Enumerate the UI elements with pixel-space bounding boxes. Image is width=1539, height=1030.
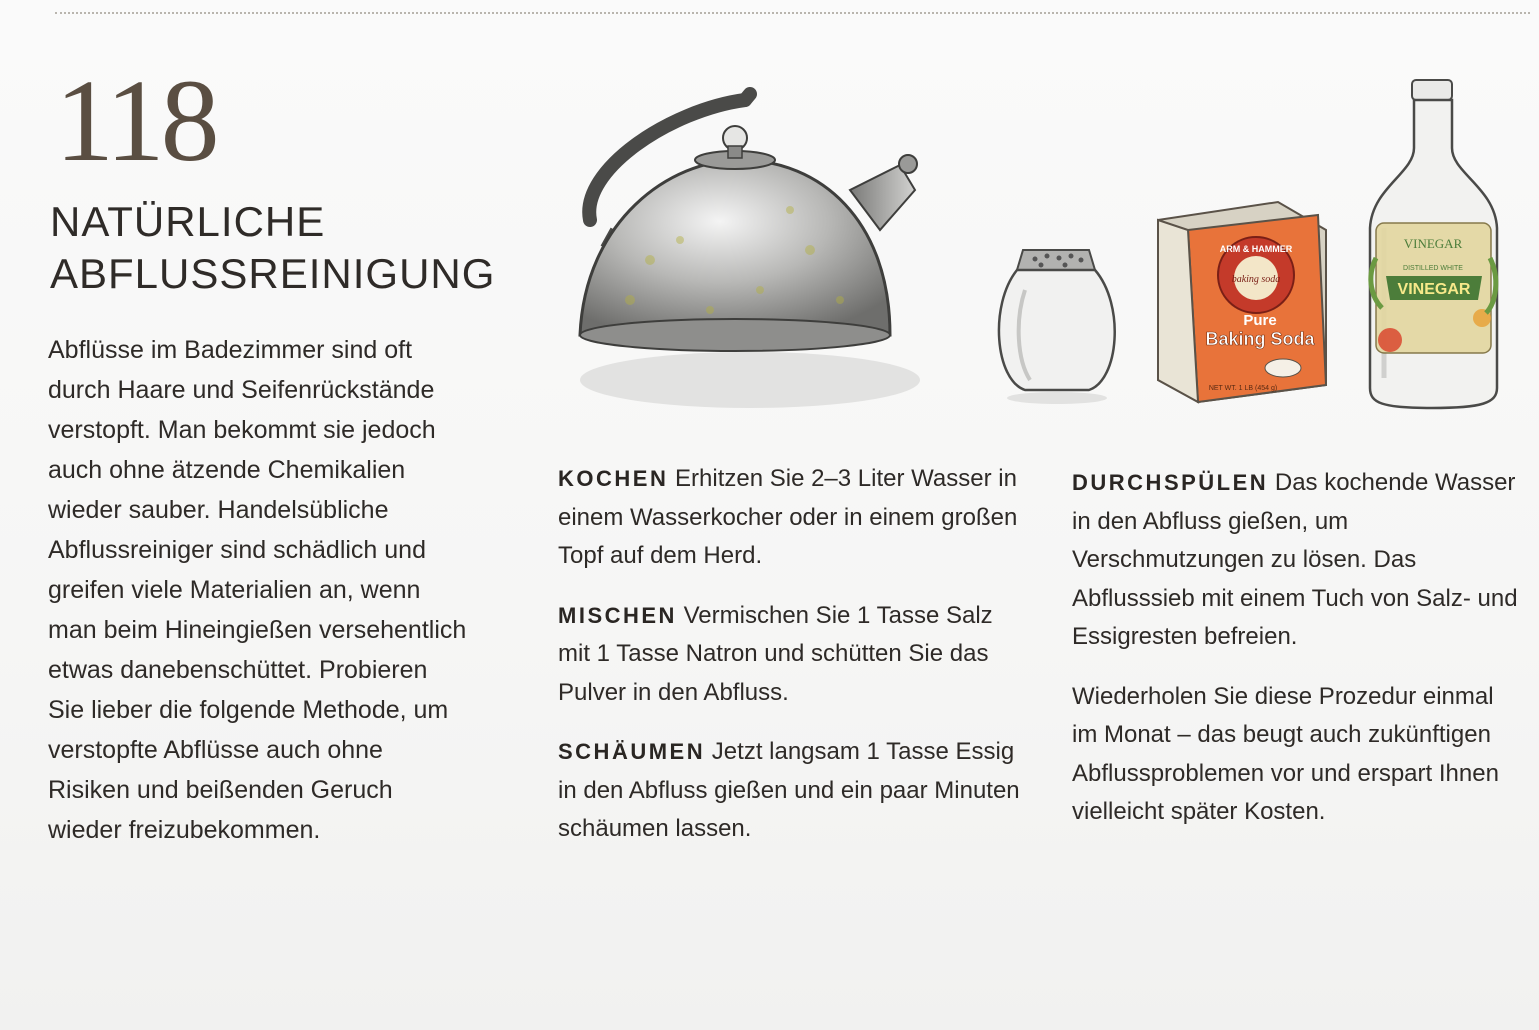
intro-paragraph: Abflüsse im Badezimmer sind oft durch Haare und Seifenrückstände verstopft. Man bekommt sie jedoch auch ohne ätzende Chemikalien wieder sauber. Handelsübliche Abflussreiniger sind schädlich und greifen viele Materialien an, wenn man beim Hineingießen versehentlich etwas danebenschüttet. Probieren Sie lieber die folgende Methode, um verstopfte Abflüsse auch ohne Risiken und beißenden Geruch wieder freizubekommen. [48,336,467,844]
step-keyword: DURCHSPÜLEN [1072,470,1269,495]
box-brand-text: ARM & HAMMER [1219,244,1293,254]
step-text: Das kochende Wasser in den Abfluss gießen, um Verschmutzungen zu lösen. Das Abflusssieb mit einem Tuch von Salz- und Essigresten befreien. [1072,469,1518,650]
baking-soda-box-illustration [1148,190,1333,410]
vinegar-bottle-illustration [1362,78,1512,413]
step-keyword: KOCHEN [558,466,669,491]
bottle-distilled-text: DISTILLED WHITE [1403,265,1463,272]
bottle-top-label: VINEGAR [1403,236,1463,251]
step-schaeumen [558,733,1028,849]
page-title [50,196,495,300]
step-keyword: MISCHEN [558,602,677,628]
step-text: Erhitzen Sie 2–3 Liter Wasser in einem Wasserkocher oder in einem großen Topf auf dem Herd. [558,465,1018,569]
steps-column-middle [558,460,1028,870]
box-product-text: Baking Soda [1205,329,1315,349]
kettle-illustration [560,80,940,420]
box-net-weight-text: NET WT. 1 LB (454 g) [1208,385,1278,392]
box-pure-text: Pure [1243,312,1277,329]
step-text: Jetzt langsam 1 Tasse Essig in den Abfluss gießen und ein paar Minuten schäumen lassen. [558,738,1020,842]
page-number: 118 [55,55,216,186]
top-dotted-rule [55,12,1530,14]
salt-shaker-illustration [995,230,1120,405]
title-line-2: ABFLUSSREINIGUNG [50,250,496,297]
title-line-1: NATÜRLICHE [50,198,326,245]
steps-column-right [1072,464,1522,853]
step-keyword: SCHÄUMEN [558,739,706,764]
step-mischen [558,597,1028,713]
bottle-main-label: VINEGAR [1397,281,1471,298]
box-badge-text: baking soda [1231,274,1281,285]
step-durchspuelen [1072,464,1522,657]
step-kochen [558,460,1028,576]
closing-paragraph: Wiederholen Sie diese Prozedur einmal im Monat – das beugt auch zukünftigen Abflussproblemen vor und erspart Ihnen vielleicht später Kosten. [1072,682,1499,825]
step-text: Vermischen Sie 1 Tasse Salz mit 1 Tasse Natron und schütten Sie das Pulver in den Abfluss. [558,601,993,706]
